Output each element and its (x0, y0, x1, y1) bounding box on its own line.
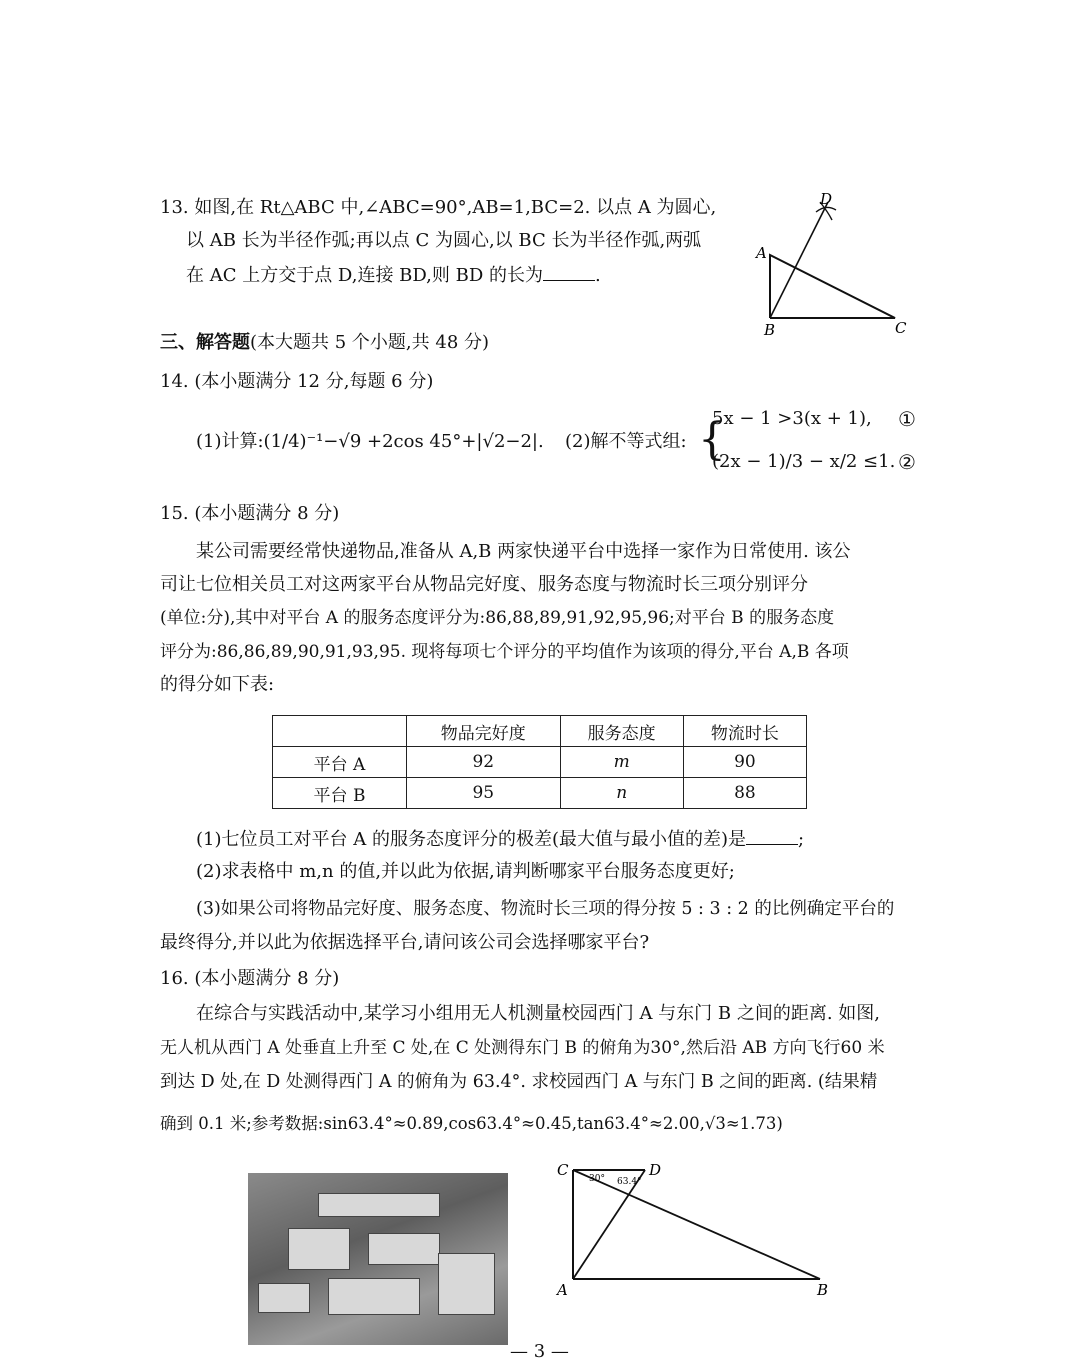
table-cell: m (560, 747, 683, 778)
q15-sub3b: 最终得分,并以此为依据选择平台,请问该公司会选择哪家平台? (160, 932, 650, 953)
q13-period: . (595, 265, 601, 286)
angle-d-label: 63.4° (617, 1177, 642, 1187)
label-c: C (895, 319, 907, 337)
inequality-1: 5x − 1 >3(x + 1), (712, 408, 872, 429)
q15-para-2: (单位:分),其中对平台 A 的服务态度评分为:86,88,89,91,92,95,96;对平台 B 的服务态度 (160, 608, 835, 628)
q14-part2-label: (2)解不等式组: (565, 431, 687, 452)
q15-para-1: 司让七位相关员工对这两家平台从物品完好度、服务态度与物流时长三项分别评分 (160, 574, 808, 595)
q15-para-0: 某公司需要经常快递物品,准备从 A,B 两家快递平台中选择一家作为日常使用. 该公 (196, 541, 851, 562)
q13-line3-text: 在 AC 上方交于点 D,连接 BD,则 BD 的长为 (186, 265, 544, 286)
table-header (273, 716, 407, 747)
q15-sub1-end: ; (797, 829, 805, 850)
table-header: 物流时长 (683, 716, 806, 747)
section-heading (160, 331, 489, 355)
triangle-abc (770, 255, 895, 318)
table-cell: 88 (683, 778, 806, 809)
section-title: 三、解答题 (160, 332, 250, 353)
q13-line1: 13. 如图,在 Rt△ABC 中,∠ABC=90°,AB=1,BC=2. 以点 A 为圆心, (160, 197, 717, 218)
page-number: — 3 — (510, 1341, 569, 1362)
table-cell: 92 (407, 747, 561, 778)
label-b: B (764, 321, 776, 339)
label-a: A (756, 244, 767, 262)
q16-para-2: 到达 D 处,在 D 处测得西门 A 的俯角为 63.4°. 求校园西门 A 与东门 B 之间的距离. (结果精 (160, 1072, 878, 1092)
table-cell: n (560, 778, 683, 809)
label-a: A (557, 1281, 568, 1299)
table-cell: 95 (407, 778, 561, 809)
label-d: D (649, 1161, 662, 1179)
q13-diagram (740, 190, 920, 340)
mark-2: ② (898, 450, 916, 474)
table-cell: 平台 B (273, 778, 407, 809)
q15-para-4: 的得分如下表: (160, 674, 275, 695)
brace: { (698, 414, 726, 465)
q15-header: 15. (本小题满分 8 分) (160, 503, 340, 524)
score-table (272, 715, 807, 809)
q16-para-3: 确到 0.1 米;参考数据:sin63.4°≈0.89,cos63.4°≈0.45,tan63.4°≈2.00,√3≈1.73) (160, 1114, 783, 1133)
table-cell: 90 (683, 747, 806, 778)
answer-blank[interactable] (543, 262, 595, 281)
q15-sub1 (196, 826, 804, 852)
q14-part1: (1)计算:(1/4)⁻¹−√9 +2cos 45°+|√2−2|. (196, 431, 544, 452)
table-row (273, 747, 807, 778)
table-header: 服务态度 (560, 716, 683, 747)
table-header: 物品完好度 (407, 716, 561, 747)
q16-para-1: 无人机从西门 A 处垂直上升至 C 处,在 C 处测得东门 B 的俯角为30°,然后沿 AB 方向飞行60 米 (160, 1038, 885, 1058)
campus-aerial-photo (248, 1173, 508, 1345)
q15-sub2: (2)求表格中 m,n 的值,并以此为依据,请判断哪家平台服务态度更好; (196, 861, 735, 882)
q13-line3 (186, 262, 601, 288)
q14-header: 14. (本小题满分 12 分,每题 6 分) (160, 371, 434, 392)
label-c: C (557, 1161, 569, 1179)
label-d: D (820, 190, 833, 208)
q13-line2: 以 AB 长为半径作弧;再以点 C 为圆心,以 BC 长为半径作弧,两弧 (186, 230, 702, 251)
table-header-row (273, 716, 807, 747)
label-b: B (817, 1281, 829, 1299)
q15-sub3a: (3)如果公司将物品完好度、服务态度、物流时长三项的得分按 5 : 3 : 2 的比例确定平台的 (196, 899, 895, 919)
q16-para-0: 在综合与实践活动中,某学习小组用无人机测量校园西门 A 与东门 B 之间的距离. 如图, (196, 1003, 880, 1024)
answer-blank[interactable] (746, 826, 798, 845)
angle-c-label: 30° (589, 1174, 605, 1184)
q15-sub1-text: (1)七位员工对平台 A 的服务态度评分的极差(最大值与最小值的差)是 (196, 829, 746, 850)
section-note: (本大题共 5 个小题,共 48 分) (250, 332, 490, 353)
q16-header: 16. (本小题满分 8 分) (160, 968, 340, 989)
table-row (273, 778, 807, 809)
table-cell: 平台 A (273, 747, 407, 778)
mark-1: ① (898, 407, 916, 431)
inequality-2: (2x − 1)/3 − x/2 ≤1. (712, 451, 896, 472)
q16-diagram (545, 1155, 845, 1360)
q15-para-3: 评分为:86,86,89,90,91,93,95. 现将每项七个评分的平均值作为该项的得分,平台 A,B 各项 (160, 642, 849, 662)
